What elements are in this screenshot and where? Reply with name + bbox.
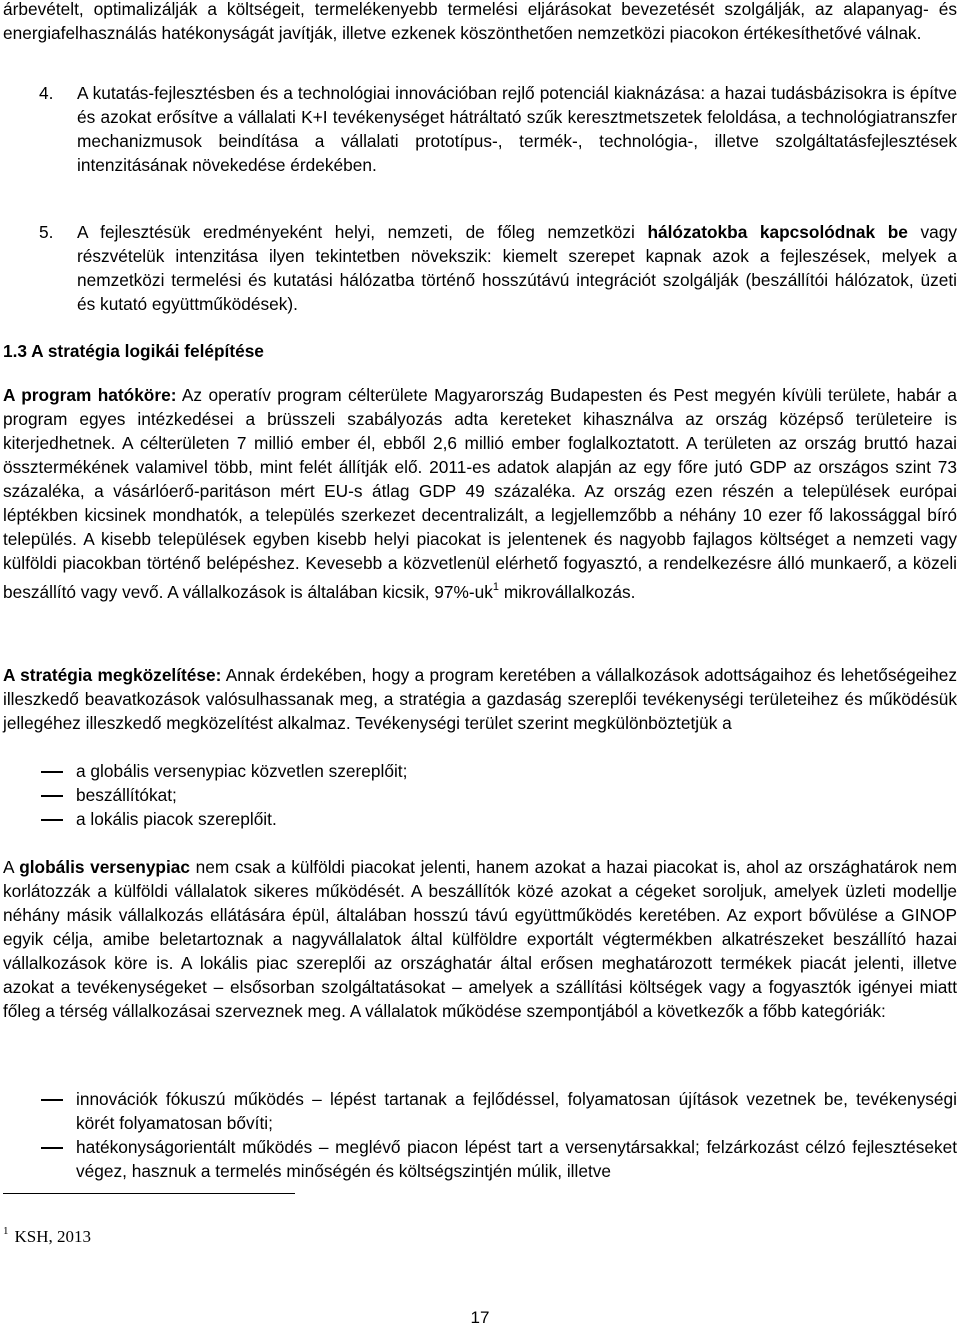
footnote-text: KSH, 2013 — [14, 1227, 92, 1246]
scope-text: Az operatív program célterülete Magyarország Budapesten és Pest megyén kívüli területe, habár a program egyes intézkedései a brüsszeli szabályozás adta kereteket kihasználva az ország középső területeire is kiterjedhetnek. A célterületen 7 millió ember él, ebből 2,6 millió ember foglalkoztatott. A területen az ország bruttó hazai össztermékének valamivel több, mint felét állítják elő. 2011-es adatok alapján az egy főre jutó GDP az országos szint 73 százaléka, a vásárlóerő-paritáson mért EU-s átlag GDP 49 százaléka. Az ország ezen részén a települések európai léptékben kicsinek mondhatók, a település szerkezet decentralizált, a legjellemzőbb a néhány 10 ezer fő lakossággal bíró település. A kisebb települések egyben kisebb helyi piacokat is jelentenek és nagyobb fajlagos költséget a nemzeti vagy külföldi piacokban történő belépéshez. Kevesebb a közvetlenül elérhető fogyasztó, a rendelkezésre álló munkaerő, a közeli beszállító vagy vevő. A vállalkozások is általában kicsik, 97%-uk — [3, 385, 957, 602]
category-bullet — [3, 1087, 957, 1135]
approach-text: Annak érdekében, hogy a program keretében a vállalkozások adottságaihoz és lehetőségeihez illeszkedő beavatkozások valósulhassanak meg, a stratégia a gazdaság szereplői tevékenységi területeihez és működésük jellegéhez illeszkedő megközelítést alkalmaz. Tevékenységi terület szerint megkülönböztetjük a — [3, 665, 957, 733]
approach-bullet — [3, 783, 957, 807]
bullet-text: a lokális piacok szereplőit. — [76, 809, 277, 829]
dash-bullet-icon — [41, 819, 63, 821]
item-text — [77, 220, 957, 316]
intro-continuation-paragraph — [3, 0, 957, 45]
intro-continuation-text: árbevételt, optimalizálják a költségeit, termelékenyebb termelési eljárásokat bevezetését szolgálják, az alapanyag- és energiafelhasználás hatékonyságát javítják, illetve ezkenek köszönthetően nemzetközi piacokon értékesíthetővé válnak. — [3, 0, 957, 43]
scope-text-end: mikrovállalkozás. — [499, 582, 636, 602]
section-heading: 1.3 A stratégia logikái felépítése — [3, 341, 264, 361]
item-number: 4. — [39, 83, 54, 103]
item-text: A kutatás-fejlesztésben és a technológiai innovációban rejlő potenciál kiaknázása: a hazai tudásbázisokra is építve és azokat erősítve a vállalati K+I tevékenységet hátráltató szűk keresztmetszetek feloldása, a technológiatranszfer mechanizmusok beindítása a vállalati prototípus-, termék-, technológia-, illetve szolgáltatásfejlesztések intenzitásának növekedése érdekében. — [77, 83, 957, 175]
footnote-separator — [3, 1193, 295, 1194]
approach-bullet — [3, 807, 957, 831]
bullet-text: innovációk fókuszú működés – lépést tartanak a fejlődéssel, folyamatosan újítások vezetnek be, tevékenységi körét folyamatosan bővíti; — [76, 1089, 957, 1133]
global-bold-term: globális versenypiac — [19, 857, 191, 877]
global-market-paragraph — [3, 855, 957, 1023]
approach-paragraph — [3, 663, 957, 735]
dash-bullet-icon — [41, 1147, 63, 1149]
item-text-part: vagy részvételük intenzitása ilyen tekintetben növekszik: kiemelt szerepet kapnak azok a fejleszések, melyek a nemzetközi termelési és kutatási hálózatba történő hosszútávú integrációt szolgálják (beszállítói hálózatok, üzeti és kutató együttműködések). — [77, 222, 957, 314]
footnote — [3, 1225, 91, 1247]
approach-label: A stratégia megközelítése: — [3, 665, 222, 685]
scope-paragraph — [3, 383, 957, 604]
bullet-text: hatékonyságorientált működés – meglévő piacon lépést tart a versenytársakkal; felzárkozást célzó fejlesztéseket végez, hasznuk a termelés minőségén és költségszintjén múlik, illetve — [76, 1137, 957, 1181]
numbered-item-4 — [3, 81, 957, 177]
item-number: 5. — [39, 222, 54, 242]
numbered-item-5 — [3, 220, 957, 316]
footnote-mark: 1 — [3, 1225, 9, 1237]
dash-bullet-icon — [41, 1099, 63, 1101]
footnote-reference: 1 — [492, 581, 500, 593]
bullet-text: beszállítókat; — [76, 785, 177, 805]
dash-bullet-icon — [41, 771, 63, 773]
scope-label: A program hatóköre: — [3, 385, 177, 405]
global-text: nem csak a külföldi piacokat jelenti, hanem azokat a hazai piacokat is, ahol az országhatárok nem korlátozzák a külföldi vállalatok sikeres működését. A beszállítók közé azokat a cégeket soroljuk, amelyek üzleti modellje néhány másik vállalkozás ellátására épül, általában hosszú távú együttműködés keretében. Az export bővülése a GINOP egyik célja, amibe beletartoznak a nagyvállalatok által külföldre exportált végtermékben alkatrészeket beszállító hazai vállalkozások köre is. A lokális piac szereplői az országhatár által erősen meghatározott termékek piacát jelenti, illetve azokat a tevékenységeket – elsősorban szolgáltatásokat – amelyek a szállítási költségek vagy a fogyasztók igényei miatt főleg a térség vállalkozásai szerveznek meg. A vállalatok működése szempontjából a következők a főbb kategóriák: — [3, 857, 958, 1021]
item-text-part: A fejlesztésük eredményeként helyi, nemzeti, de főleg nemzetközi — [77, 222, 648, 242]
item-text-bold: hálózatokba kapcsolódnak be — [647, 222, 908, 242]
category-bullet — [3, 1135, 957, 1183]
approach-bullet — [3, 759, 957, 783]
page-number: 17 — [470, 1308, 490, 1327]
dash-bullet-icon — [41, 795, 63, 797]
global-prefix: A — [3, 857, 20, 877]
bullet-text: a globális versenypiac közvetlen szereplőit; — [76, 761, 408, 781]
